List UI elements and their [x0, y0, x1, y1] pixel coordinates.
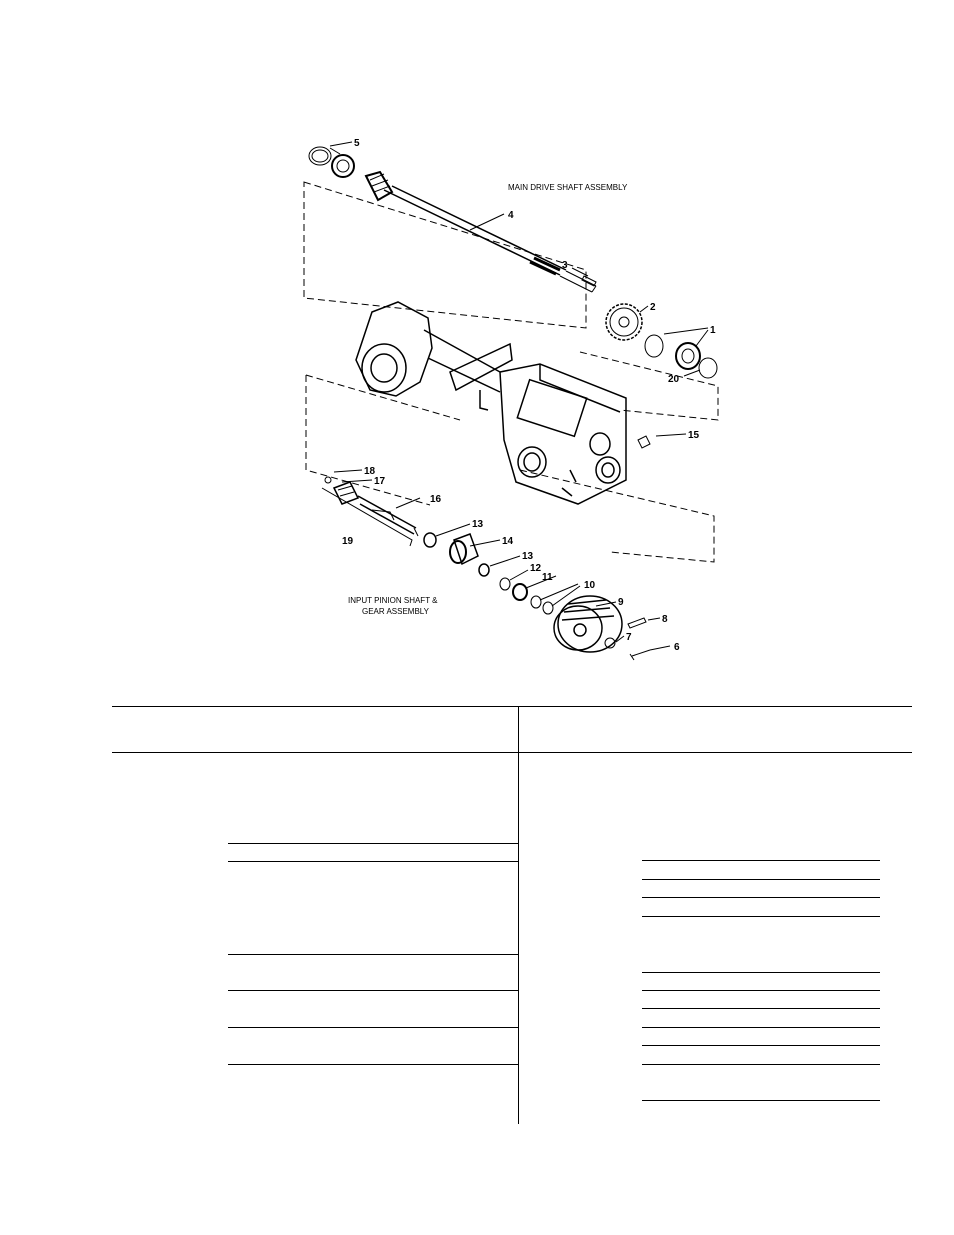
caption-input-pinion-line1: INPUT PINION SHAFT &	[348, 596, 438, 605]
callout-1: 1	[710, 325, 716, 336]
left-row-rule	[228, 990, 518, 991]
washer-part-13b	[479, 564, 489, 576]
right-row-rule	[642, 879, 880, 880]
callout-17: 17	[374, 476, 386, 487]
gear-housing	[356, 302, 626, 504]
right-dashed-box	[580, 352, 718, 420]
right-row-rule	[642, 1008, 880, 1009]
bearing-part-11	[513, 584, 527, 600]
left-row-rule	[228, 1064, 518, 1065]
right-row-rule	[642, 860, 880, 861]
assembly-bracket-part-19	[322, 488, 412, 546]
snap-ring-part-12	[500, 578, 510, 590]
bushing-part-14	[450, 534, 478, 564]
right-row-rule	[642, 1027, 880, 1028]
callout-16: 16	[430, 494, 442, 505]
callout-20: 20	[668, 374, 680, 385]
pinion-gear-part-17	[334, 482, 358, 504]
right-row-rule	[642, 1045, 880, 1046]
callout-5: 5	[354, 138, 360, 149]
callout-8: 8	[662, 614, 668, 625]
left-row-rule	[228, 954, 518, 955]
washer-part-10b	[543, 602, 553, 614]
callout-14: 14	[502, 536, 514, 547]
input-pinion-shaft-part-16	[358, 496, 418, 536]
right-row-rule	[642, 1100, 880, 1101]
callout-13b: 13	[522, 551, 534, 562]
callout-10: 10	[584, 580, 596, 591]
bearing-part-1	[645, 335, 700, 369]
right-row-rule	[642, 897, 880, 898]
callout-15: 15	[688, 430, 700, 441]
callout-13a: 13	[472, 519, 484, 530]
washer-part-13a	[424, 533, 436, 547]
callout-2: 2	[650, 302, 656, 313]
right-row-rule	[642, 1064, 880, 1065]
table-top-rule	[112, 706, 912, 707]
gear-part-2	[606, 304, 642, 340]
callout-18: 18	[364, 466, 376, 477]
callout-19: 19	[342, 536, 354, 547]
seal-part-5	[332, 155, 354, 177]
bolt-part-6	[630, 650, 650, 660]
callout-12: 12	[530, 563, 542, 574]
washer-part-10a	[531, 596, 541, 608]
table-center-divider	[518, 706, 519, 1124]
callout-7: 7	[626, 632, 632, 643]
main-shaft-dashed-box	[304, 182, 586, 328]
snap-ring-part-5	[309, 147, 331, 165]
caption-input-pinion-line2: GEAR ASSEMBLY	[362, 607, 429, 616]
callout-4: 4	[508, 210, 514, 221]
key-part-8	[628, 618, 646, 628]
left-row-rule	[228, 843, 518, 844]
callout-6: 6	[674, 642, 680, 653]
table-header-rule	[112, 752, 912, 753]
callout-11: 11	[542, 572, 553, 583]
right-row-rule	[642, 916, 880, 917]
left-row-rule	[228, 861, 518, 862]
ring-part-18	[325, 477, 331, 483]
breather-part-15	[638, 436, 650, 448]
pulley-part-9	[554, 596, 622, 652]
left-row-rule	[228, 1027, 518, 1028]
right-row-rule	[642, 972, 880, 973]
snap-ring-part-20	[699, 358, 717, 378]
right-row-rule	[642, 990, 880, 991]
callout-9: 9	[618, 597, 624, 608]
caption-main-drive-shaft: MAIN DRIVE SHAFT ASSEMBLY	[508, 183, 628, 192]
callout-3: 3	[562, 260, 568, 271]
